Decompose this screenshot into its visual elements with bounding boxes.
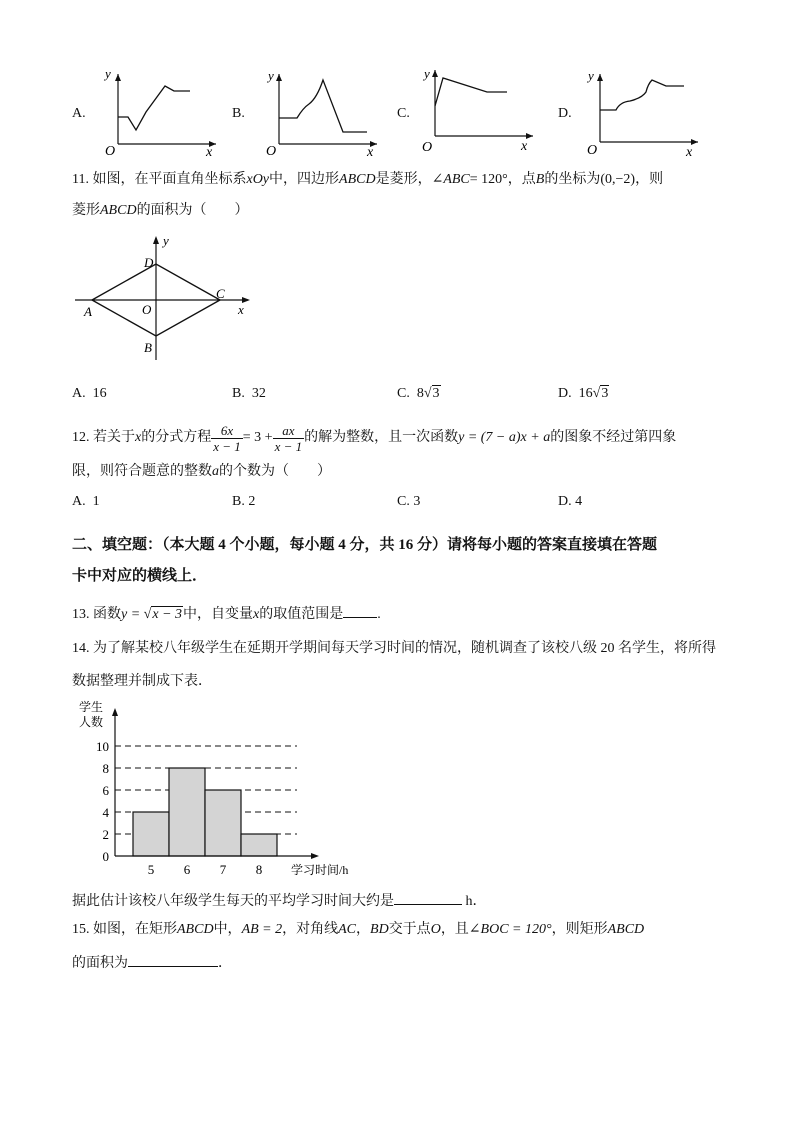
q10-c-y: y — [424, 66, 430, 81]
q12-fraction-2 — [273, 423, 305, 454]
q12-f1-num: 6x — [211, 423, 243, 439]
q15-abcd: ABCD — [177, 922, 214, 937]
chart-xtick-label: 6 — [183, 862, 191, 877]
q11-line2b: ABCD — [100, 203, 137, 218]
q11-text-c: 是菱形，∠ — [375, 172, 444, 187]
q12-option-c-label: C. — [397, 494, 410, 509]
q14-bar-chart — [75, 698, 375, 878]
q11-fig-a: A — [84, 304, 92, 319]
q11-b: B — [535, 172, 545, 187]
chart-xlabel: 学习时间/h — [291, 863, 349, 877]
q11-fig-o: O — [142, 302, 152, 317]
q13-radicand: x − 3 — [152, 607, 183, 622]
q12-number: 12. — [72, 430, 90, 445]
q12-option-a-value: 1 — [92, 494, 100, 509]
q12-line-1 — [72, 418, 676, 458]
q13-func: y = — [121, 607, 141, 622]
q12-line-2 — [72, 462, 331, 482]
q10-d-x: x — [686, 145, 693, 158]
q12-t4: 的图象不经过第四象 — [550, 430, 677, 445]
q13-line: 13. 函数y = √x − 3中，自变量x的取值范围是 . — [72, 603, 381, 625]
q12-fraction-1 — [211, 423, 243, 454]
q11-line-1 — [72, 170, 663, 190]
q11-option-c[interactable]: C. 8√3 — [397, 386, 440, 401]
chart-bar-6 — [169, 768, 205, 856]
chart-ytick-label: 8 — [102, 761, 109, 776]
chart-bar-5 — [133, 812, 169, 856]
q15-answer-blank[interactable] — [128, 952, 218, 967]
q12-t3: 的解为整数，且一次函数 — [304, 430, 459, 445]
q11-fig-d: D — [144, 255, 154, 270]
q14-number: 14. — [72, 641, 90, 656]
q13-t3: 的取值范围是 — [259, 607, 344, 622]
q12-option-d[interactable] — [558, 492, 582, 512]
chart-xtick-label: 8 — [255, 862, 263, 877]
q13-answer-blank[interactable] — [343, 603, 377, 618]
q15-t2: 中， — [213, 922, 242, 937]
q10-c-o: O — [422, 140, 433, 155]
q10-a-x: x — [206, 145, 213, 158]
q13-number: 13. — [72, 607, 90, 622]
q11-line-2 — [72, 201, 249, 221]
chart-ylabel-line-2: 人数 — [79, 715, 104, 729]
q12-a: a — [212, 464, 219, 479]
section-2-heading-line-2: 卡中对应的横线上． — [72, 568, 208, 584]
q11-xoy: xOy — [246, 172, 270, 187]
q10-d-y: y — [588, 68, 594, 83]
q10-graph-d — [580, 66, 705, 158]
chart-ytick-label: 0 — [102, 849, 109, 864]
q11-line2c: 的面积为（ ） — [136, 203, 249, 218]
q11-option-a-label: A. — [72, 386, 86, 401]
q11-option-d-label: D. — [558, 386, 572, 401]
q11-number: 11. — [72, 172, 89, 187]
q10-c-x: x — [521, 139, 528, 154]
q10-option-c-label: C. — [397, 106, 410, 121]
q15-number: 15. — [72, 922, 90, 937]
q15-t3: ，对角线 — [282, 922, 339, 937]
q14-line-2: 数据整理并制成下表． — [72, 674, 212, 689]
q11-fig-x: x — [238, 302, 244, 317]
q12-option-a[interactable] — [72, 492, 100, 512]
q10-a-o: O — [105, 144, 116, 158]
q15-t1: 如图，在矩形 — [93, 922, 177, 937]
q15-bd: BD — [370, 922, 389, 937]
q12-option-b-label: B. — [232, 494, 245, 509]
q10-a-y: y — [105, 66, 111, 81]
q11-text-e: ，则 — [635, 172, 664, 187]
q10-b-o: O — [266, 144, 277, 158]
chart-xtick-label: 7 — [219, 862, 227, 877]
q13-x: x — [253, 607, 260, 622]
q15-o: O — [430, 922, 441, 937]
q11-eq120: = 120°，点 — [469, 172, 536, 187]
q15-line-2 — [72, 952, 232, 974]
q10-d-o: O — [587, 143, 598, 158]
chart-ytick-label: 4 — [102, 805, 109, 820]
q12-t2: 的分式方程 — [141, 430, 212, 445]
chart-xtick-label: 5 — [147, 862, 155, 877]
q15-t6: ，且∠ — [440, 922, 481, 937]
q12-line2b: 的个数为（ ） — [219, 464, 331, 479]
q11-abcd: ABCD — [339, 172, 376, 187]
q13-t2: 中，自变量 — [183, 607, 254, 622]
q11-line2a: 菱形 — [72, 203, 100, 218]
q12-f1-den: x − 1 — [213, 438, 241, 454]
section-2-heading-line-1: 二、填空题：（本大题 4 个小题，每小题 4 分，共 16 分）请将每小题的答案直接填在答题 — [72, 537, 658, 553]
q12-func: y = (7 − a)x + a — [458, 430, 551, 445]
q11-option-d[interactable]: D. 16√3 — [558, 386, 609, 401]
q11-text-d: 的坐标为 — [544, 172, 601, 187]
q12-option-c-value: 3 — [413, 494, 421, 509]
q11-option-d-rad: 3 — [601, 386, 609, 401]
q11-option-c-label: C. — [397, 386, 410, 401]
q11-option-d-coef: 16 — [578, 386, 593, 401]
q11-abc: ABC — [443, 172, 470, 187]
q14-after-line — [72, 890, 487, 912]
chart-ytick-label: 10 — [96, 739, 109, 754]
q10-graph-c — [415, 64, 540, 156]
q12-option-b[interactable] — [232, 492, 255, 512]
q11-text-a: 如图，在平面直角坐标系 — [92, 172, 247, 187]
q11-option-b-value: 32 — [251, 386, 266, 401]
q15-t4: ， — [356, 922, 371, 937]
q11-coord: (0,−2) — [600, 172, 636, 187]
q12-x: x — [135, 430, 142, 445]
q15-ac: AC — [338, 922, 357, 937]
q12-option-c[interactable] — [397, 492, 420, 512]
q12-line2a: 限，则符合题意的整数 — [72, 464, 212, 479]
q11-option-c-rad: 3 — [432, 386, 440, 401]
q11-option-c-coef: 8 — [416, 386, 424, 401]
q14-line-1 — [72, 639, 716, 659]
q10-option-b-label: B. — [232, 106, 245, 121]
q14-after-a: 据此估计该校八年级学生每天的平均学习时间大约是 — [72, 894, 394, 909]
q15-line2: 的面积为 — [72, 956, 128, 971]
q10-b-x: x — [367, 145, 374, 158]
q12-option-a-label: A. — [72, 494, 86, 509]
q12-option-b-value: 2 — [248, 494, 256, 509]
q15-ab: AB = 2 — [241, 922, 283, 937]
q11-option-b[interactable] — [232, 384, 266, 404]
q11-option-a[interactable] — [72, 384, 107, 404]
q11-fig-b: B — [144, 340, 152, 355]
q13-t1: 函数 — [93, 607, 121, 622]
q15-abcd2: ABCD — [607, 922, 645, 937]
q10-b-y: y — [268, 68, 274, 83]
q15-line-1 — [72, 920, 644, 940]
q10-option-d-label: D. — [558, 106, 572, 121]
q10-option-a-label: A. — [72, 106, 86, 121]
q10-graph-a — [98, 66, 223, 158]
q12-t1: 若关于 — [93, 430, 135, 445]
q11-fig-c: C — [216, 286, 225, 301]
q11-text-b: 中，四边形 — [269, 172, 340, 187]
q15-t7: ，则矩形 — [551, 922, 608, 937]
q12-f2-num: ax — [273, 423, 305, 439]
q12-eq: = 3 + — [242, 430, 273, 445]
q11-rhombus-figure — [70, 230, 260, 370]
q11-option-b-label: B. — [232, 386, 245, 401]
q15-end: ． — [218, 956, 232, 971]
q10-graph-b — [259, 66, 384, 158]
q13-end: . — [377, 607, 381, 622]
chart-ytick-label: 2 — [102, 827, 109, 842]
q12-option-d-value: 4 — [575, 494, 583, 509]
q11-fig-y: y — [163, 233, 169, 248]
chart-bar-8 — [241, 834, 277, 856]
q14-line1: 为了解某校八年级学生在延期开学期间每天学习时间的情况，随机调查了该校八级 20 名学生，将所得 — [93, 641, 716, 656]
chart-ylabel-line-1: 学生 — [79, 700, 104, 714]
chart-ytick-label: 6 — [102, 783, 109, 798]
q12-option-d-label: D. — [558, 494, 572, 509]
q15-t5: 交于点 — [388, 922, 431, 937]
q14-after-b: h． — [465, 894, 487, 909]
q11-option-a-value: 16 — [92, 386, 107, 401]
q12-f2-den: x − 1 — [274, 438, 303, 454]
q15-boc: BOC = 120° — [480, 922, 552, 937]
q14-answer-blank[interactable] — [394, 890, 462, 905]
chart-bar-7 — [205, 790, 241, 856]
